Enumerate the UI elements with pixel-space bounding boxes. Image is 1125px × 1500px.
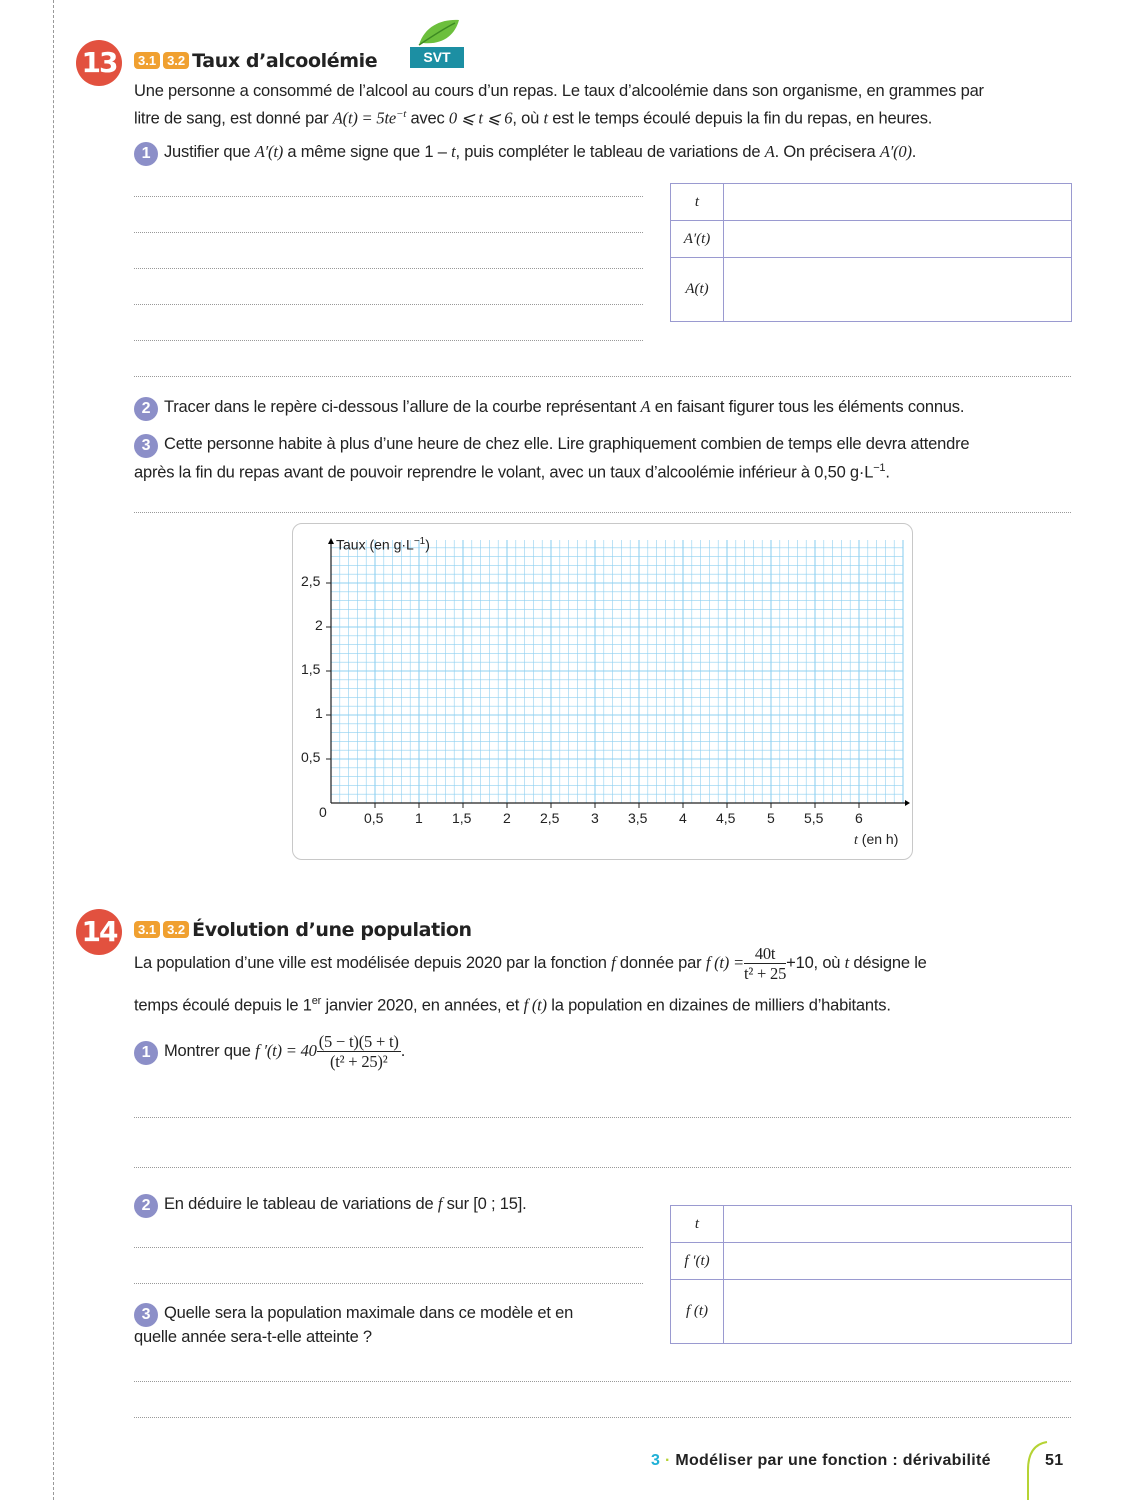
text: +10, où	[786, 953, 845, 972]
text: Montrer que	[164, 1041, 256, 1060]
x-tick-label: 3,5	[628, 810, 648, 826]
x-tick-label: 5,5	[804, 810, 824, 826]
fraction	[317, 1032, 401, 1071]
text: après la fin du repas avant de pouvoir reprendre le volant, avec un taux d’alcoolémie inférieur à 0,50 g·L	[134, 463, 874, 482]
text: .	[400, 1041, 406, 1060]
table-cell[interactable]	[724, 1206, 1072, 1243]
superscript: er	[311, 995, 322, 1007]
formula: t	[844, 952, 850, 972]
answer-line[interactable]	[134, 1247, 643, 1248]
text: Tracer dans le repère ci-dessous l’allure de la courbe représentant	[164, 398, 641, 416]
y-tick-label: 0,5	[301, 749, 321, 765]
skill-badge: 3.1	[134, 921, 160, 938]
chapter-number: 3	[651, 1452, 661, 1469]
row-label: A′(t)	[671, 221, 724, 258]
x-tick-label: 3	[591, 810, 599, 826]
text: la population en dizaines de milliers d’habitants.	[546, 996, 891, 1015]
exercise-number: 13	[76, 40, 122, 86]
formula: f	[611, 952, 616, 972]
text: avec	[406, 109, 449, 128]
x-axis-label	[854, 831, 898, 849]
formula: f (t) =	[705, 952, 744, 972]
x-tick-label: 1,5	[452, 810, 472, 826]
variation-table	[670, 1205, 1072, 1344]
text: , où	[512, 109, 544, 128]
subject-tag-svt: SVT	[410, 47, 464, 68]
row-label: t	[671, 184, 724, 221]
page-number: 51	[1045, 1452, 1064, 1469]
text: litre de sang, est donné par	[134, 109, 333, 128]
exponent: −t	[395, 108, 407, 120]
formula: f	[437, 1194, 443, 1213]
intro-line	[134, 990, 891, 1018]
question-number: 3	[134, 1303, 158, 1327]
question-2	[134, 1192, 527, 1218]
question-1	[134, 1032, 405, 1071]
text: La population d’une ville est modélisée depuis 2020 par la fonction	[134, 953, 612, 972]
x-tick-label: 4,5	[716, 810, 736, 826]
question-3-line: quelle année sera-t-elle atteinte ?	[134, 1328, 372, 1346]
row-label: A(t)	[671, 258, 724, 322]
row-label: f ′(t)	[671, 1243, 724, 1280]
question-number: 3	[134, 434, 158, 458]
table-cell[interactable]	[724, 1243, 1072, 1280]
x-tick-label: 4	[679, 810, 687, 826]
formula: A′(t)	[254, 142, 284, 161]
text: . On précisera	[774, 143, 880, 161]
answer-line[interactable]	[134, 1381, 1071, 1382]
y-tick-label: 1	[315, 705, 323, 721]
text: (en h)	[857, 831, 899, 847]
denominator: (t² + 25)²	[329, 1052, 388, 1071]
exercise-title: Taux d’alcoolémie	[192, 50, 378, 72]
y-tick-label: 2,5	[301, 573, 321, 589]
text: Cette personne habite à plus d’une heure de chez elle. Lire graphiquement combien de temps elle devra attendre	[164, 435, 970, 453]
x-axis-arrow	[905, 800, 910, 806]
text: désigne le	[849, 953, 927, 972]
x-tick-label: 6	[855, 810, 863, 826]
text: temps écoulé depuis le 1	[134, 996, 312, 1015]
x-tick-label: 2	[503, 810, 511, 826]
exponent: −1	[873, 462, 886, 474]
table-cell[interactable]	[724, 1280, 1072, 1344]
x-tick-label: 5	[767, 810, 775, 826]
y-tick-label: 1,5	[301, 661, 321, 677]
text: , puis compléter le tableau de variations de	[455, 143, 765, 161]
x-tick-label: 1	[415, 810, 423, 826]
answer-line[interactable]	[134, 1117, 1071, 1118]
text: Taux (en g·L	[336, 536, 414, 553]
exercise-number: 14	[76, 909, 122, 955]
text: )	[425, 536, 430, 553]
formula: t	[543, 108, 548, 128]
question-number: 1	[134, 142, 158, 166]
skill-badge: 3.2	[163, 52, 189, 69]
origin-label: 0	[319, 804, 327, 820]
row-label: t	[671, 1206, 724, 1243]
exercise-intro	[134, 944, 927, 983]
separator: ·	[664, 1452, 671, 1469]
text: janvier 2020, en années, et	[321, 996, 524, 1015]
row-label: f (t)	[671, 1280, 724, 1344]
question-number: 2	[134, 397, 158, 421]
exercise-title: Évolution d’une population	[192, 919, 472, 941]
text: t	[854, 833, 858, 848]
text: Justifier que	[164, 143, 255, 161]
text: En déduire le tableau de variations de	[164, 1195, 438, 1213]
formula: A	[764, 142, 775, 161]
text: donnée par	[615, 953, 706, 972]
skill-badge: 3.2	[163, 921, 189, 938]
answer-line[interactable]	[134, 1283, 643, 1284]
x-tick-label: 0,5	[364, 810, 384, 826]
formula: A′(0)	[879, 142, 912, 161]
text: sur [0 ; 15].	[442, 1195, 527, 1213]
skill-badge: 3.1	[134, 52, 160, 69]
denominator: t² + 25	[743, 964, 787, 983]
text: .	[911, 143, 917, 161]
formula: A(t) = 5te	[332, 108, 396, 128]
question-3-line	[134, 1302, 573, 1327]
footer-chapter	[651, 1452, 991, 1470]
text: .	[885, 463, 890, 482]
formula: 0 ⩽ t ⩽ 6	[448, 108, 513, 128]
formula: t	[451, 142, 456, 161]
text: est le temps écoulé depuis la fin du repas, en heures.	[547, 109, 933, 128]
y-axis-arrow	[328, 538, 334, 544]
numerator: (5 − t)(5 + t)	[318, 1032, 399, 1051]
chapter-title: Modéliser par une fonction : dérivabilité	[675, 1452, 991, 1469]
exercise-header	[134, 919, 472, 941]
formula: A	[640, 397, 651, 416]
y-axis-label	[336, 536, 430, 553]
formula: f ′(t) = 40	[255, 1040, 317, 1060]
question-number: 2	[134, 1194, 158, 1218]
answer-line[interactable]	[134, 1417, 1071, 1418]
y-tick-label: 2	[315, 617, 323, 633]
text: Quelle sera la population maximale dans ce modèle et en	[164, 1304, 574, 1322]
fraction	[744, 944, 786, 983]
intro-line: Une personne a consommé de l’alcool au cours d’un repas. Le taux d’alcoolémie dans son organisme, en grammes par	[134, 82, 984, 100]
exponent: −1	[413, 536, 426, 547]
footer-arc	[1020, 1440, 1050, 1500]
answer-line[interactable]	[134, 1167, 1071, 1168]
text: a même signe que 1 –	[283, 143, 452, 161]
numerator: 40t	[744, 944, 786, 964]
question-number: 1	[134, 1041, 158, 1065]
text: en faisant figurer tous les éléments connus.	[650, 398, 965, 416]
x-tick-label: 2,5	[540, 810, 560, 826]
formula: f (t)	[523, 995, 547, 1015]
